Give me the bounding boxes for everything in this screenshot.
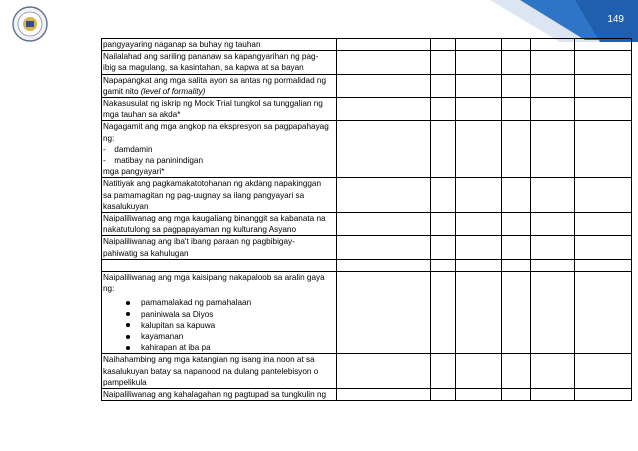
empty-cell [456, 354, 502, 389]
empty-cell [575, 213, 632, 236]
empty-cell [531, 236, 575, 259]
competency-text: Nagagamit ang mga angkop na ekspresyon sa pagpapahayag [103, 122, 329, 132]
competency-text: sa pamamagitan ng pag-uugnay sa ilang pangyayari sa [103, 190, 305, 200]
table-row [102, 236, 632, 259]
competency-text: Nailalahad ang sariling pananaw sa kapangyarihan ng pag- [103, 52, 319, 62]
competency-text: mga pangyayari* [103, 167, 165, 177]
empty-cell [431, 74, 456, 97]
competency-text: ibig sa magulang, sa kasintahan, sa kapwa at sa bayan [103, 63, 304, 73]
empty-cell [431, 259, 456, 271]
empty-cell [337, 178, 431, 213]
empty-cell [531, 389, 575, 401]
bullet-list [103, 297, 335, 353]
competency-text: pahiwatig sa kahulugan [103, 248, 189, 258]
competency-text: Nakasusulat ng iskrip ng Mock Trial tungkol sa tunggalian ng [103, 99, 323, 109]
table-row [102, 74, 632, 97]
competency-text: mga tauhan sa akda* [103, 110, 181, 120]
empty-cell [337, 236, 431, 259]
table-row [102, 259, 632, 271]
table-row [102, 39, 632, 51]
bullet-item: kalupitan sa kapuwa [103, 320, 335, 331]
empty-cell [575, 236, 632, 259]
empty-cell [337, 213, 431, 236]
empty-cell [531, 354, 575, 389]
empty-cell [456, 389, 502, 401]
empty-cell [502, 236, 531, 259]
bullet-item: kahirapan at iba pa [103, 342, 335, 353]
empty-cell [575, 354, 632, 389]
empty-cell [502, 259, 531, 271]
empty-cell [502, 178, 531, 213]
header-banner [0, 0, 638, 42]
empty-cell [575, 121, 632, 178]
empty-cell [531, 74, 575, 97]
competency-cell [102, 354, 337, 389]
competency-text: gamit nito (level of formality) [103, 86, 206, 96]
empty-cell [531, 39, 575, 51]
empty-cell [502, 51, 531, 74]
empty-cell [431, 178, 456, 213]
competency-text: Naipaliliwanag ang kahalagahan ng pagtupad sa tungkulin ng [103, 390, 327, 400]
competency-cell [102, 213, 337, 236]
table-row [102, 354, 632, 389]
competency-cell [102, 39, 337, 51]
empty-cell [431, 98, 456, 121]
competency-cell [102, 236, 337, 259]
empty-cell [531, 178, 575, 213]
competency-text: Naipaliliwanag ang mga kaisipang nakapaloob sa aralin gaya [103, 273, 325, 283]
empty-cell [431, 354, 456, 389]
dash-list-item: - matibay na paninindigan [103, 156, 204, 166]
empty-cell [502, 389, 531, 401]
empty-cell [431, 213, 456, 236]
competency-text: kasalukuyan batay sa napanood na dulang pantelebisyon o [103, 366, 319, 376]
empty-cell [531, 98, 575, 121]
competency-cell [102, 51, 337, 74]
empty-cell [575, 178, 632, 213]
competency-cell [102, 259, 337, 271]
empty-cell [337, 354, 431, 389]
competency-cell [102, 389, 337, 401]
competency-cell [102, 272, 337, 354]
empty-cell [575, 98, 632, 121]
competency-text: pangyayaring naganap sa buhay ng tauhan [103, 40, 261, 49]
empty-cell [456, 272, 502, 354]
competency-text [103, 260, 335, 271]
competency-text: Naihahambing ang mga katangian ng isang ina noon at sa [103, 355, 315, 365]
empty-cell [337, 259, 431, 271]
competency-cell [102, 74, 337, 97]
empty-cell [502, 213, 531, 236]
empty-cell [531, 213, 575, 236]
empty-cell [431, 39, 456, 51]
empty-cell [456, 259, 502, 271]
empty-cell [337, 121, 431, 178]
table-row [102, 389, 632, 401]
empty-cell [575, 272, 632, 354]
bullet-item: paniniwala sa Diyos [103, 309, 335, 320]
empty-cell [575, 389, 632, 401]
empty-cell [502, 74, 531, 97]
empty-cell [431, 236, 456, 259]
competency-text: nakatutulong sa pagpapayaman ng kulturang Asyano [103, 225, 297, 235]
competency-cell [102, 98, 337, 121]
empty-cell [502, 354, 531, 389]
deped-seal-logo [12, 6, 48, 42]
empty-cell [502, 272, 531, 354]
empty-cell [456, 51, 502, 74]
empty-cell [456, 74, 502, 97]
empty-cell [431, 272, 456, 354]
empty-cell [456, 98, 502, 121]
competency-text: Naipaliliwanag ang mga kaugaliang binanggit sa kabanata na [103, 214, 326, 224]
empty-cell [337, 98, 431, 121]
empty-cell [456, 213, 502, 236]
empty-cell [502, 121, 531, 178]
empty-cell [456, 39, 502, 51]
competency-cell [102, 121, 337, 178]
empty-cell [337, 51, 431, 74]
empty-cell [337, 74, 431, 97]
empty-cell [337, 389, 431, 401]
empty-cell [337, 39, 431, 51]
empty-cell [575, 259, 632, 271]
empty-cell [456, 121, 502, 178]
bullet-item: kayamanan [103, 331, 335, 342]
dash-list-item: - damdamin [103, 144, 153, 154]
table-row [102, 213, 632, 236]
empty-cell [531, 272, 575, 354]
italic-note: (level of formality) [140, 86, 206, 96]
table-row [102, 98, 632, 121]
competency-text: Napapangkat ang mga salita ayon sa antas ng pormalidad ng [103, 75, 327, 85]
competency-text: Natitiyak ang pagkamakatotohanan ng akdang napakinggan [103, 179, 322, 189]
empty-cell [431, 51, 456, 74]
empty-cell [456, 236, 502, 259]
competency-text: ng: [103, 133, 115, 143]
empty-cell [531, 121, 575, 178]
table-row [102, 51, 632, 74]
empty-cell [502, 98, 531, 121]
competency-text: Naipaliliwanag ang iba't ibang paraan ng pagbibigay- [103, 237, 295, 247]
competency-text: ng: [103, 284, 115, 294]
competency-table [101, 38, 632, 401]
competency-cell [102, 178, 337, 213]
page-number: 149 [607, 14, 624, 25]
empty-cell [531, 51, 575, 74]
empty-cell [575, 51, 632, 74]
table-row [102, 121, 632, 178]
empty-cell [431, 389, 456, 401]
empty-cell [531, 259, 575, 271]
empty-cell [337, 272, 431, 354]
table-row [102, 178, 632, 213]
competency-text: pampelikula [103, 377, 147, 387]
competency-text: kasalukuyan [103, 201, 149, 211]
empty-cell [502, 39, 531, 51]
empty-cell [431, 121, 456, 178]
empty-cell [575, 74, 632, 97]
bullet-item: pamamalakad ng pamahalaan [103, 297, 335, 308]
table-row [102, 272, 632, 354]
empty-cell [575, 39, 632, 51]
empty-cell [456, 178, 502, 213]
